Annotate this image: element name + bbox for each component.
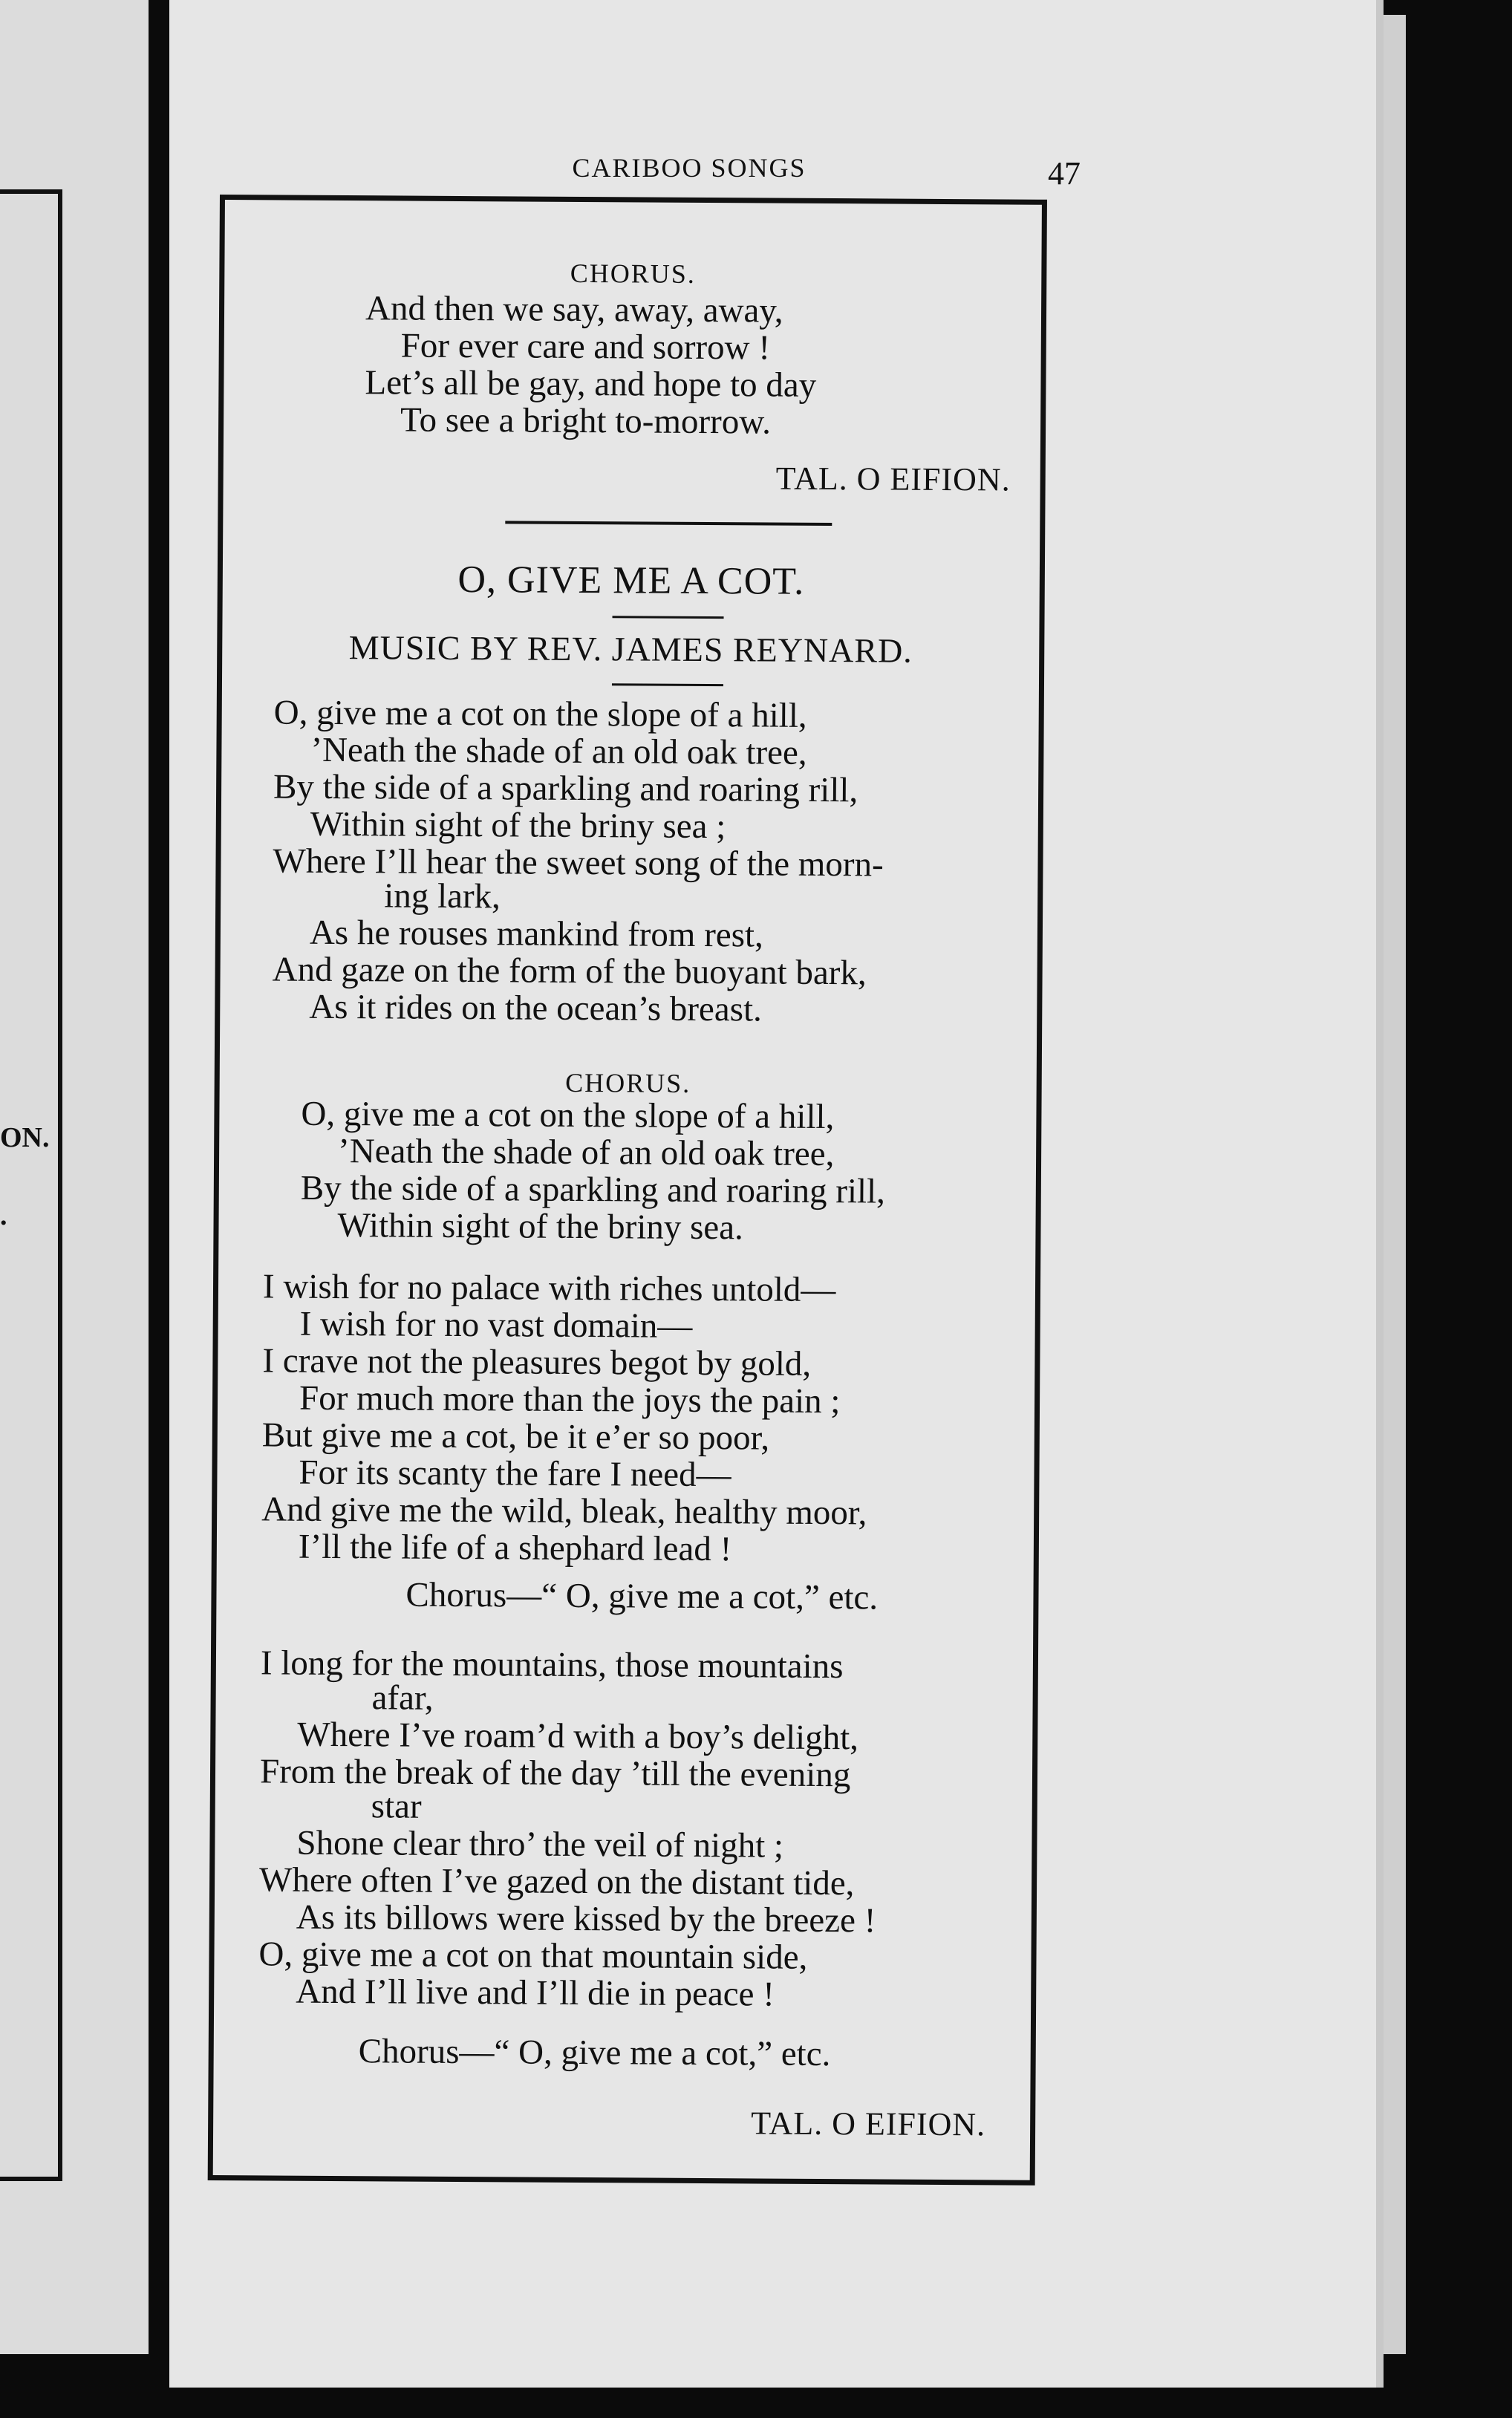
verse-line: Let’s all be gay, and hope to day xyxy=(365,363,817,405)
chorus-heading: CHORUS. xyxy=(565,1067,691,1098)
book-gutter xyxy=(149,0,171,2418)
verse-line: As he rouses mankind from rest, xyxy=(309,913,763,955)
song-attribution: TAL. O EIFION. xyxy=(751,2105,986,2143)
chorus-block xyxy=(300,1095,885,1248)
verse-line: But give me a cot, be it e’er so poor, xyxy=(261,1415,770,1458)
verse-line: And I’ll live and I’ll die in peace ! xyxy=(296,1972,775,2014)
verse-line: I wish for no vast domain— xyxy=(299,1304,693,1346)
verse-line: afar, xyxy=(371,1678,434,1718)
verse-2 xyxy=(261,1268,869,1568)
running-title: CARIBOO SONGS xyxy=(572,153,806,183)
verse-line: ’Neath the shade of an old oak tree, xyxy=(337,1131,835,1174)
previous-page-frame xyxy=(0,189,62,2181)
verse-line: Within sight of the briny sea. xyxy=(337,1205,744,1248)
book-page xyxy=(169,0,1384,2388)
verse-line: As its billows were kissed by the breeze ! xyxy=(296,1897,876,1940)
verse-line: For its scanty the fare I need— xyxy=(299,1453,731,1495)
song-frame xyxy=(208,195,1047,2186)
verse-line: O, give me a cot on the slope of a hill, xyxy=(273,693,807,735)
verse-line: By the side of a sparkling and roaring rill, xyxy=(300,1168,886,1211)
song-content xyxy=(225,200,1042,2143)
verse-line: I crave not the pleasures begot by gold, xyxy=(262,1341,812,1384)
verse-1 xyxy=(272,694,884,1029)
previous-page-text-fragment: . xyxy=(0,1200,7,1231)
verse-line: I’ll the life of a shephard lead ! xyxy=(298,1527,732,1569)
verse-line: star xyxy=(371,1787,422,1826)
verse-line: Where I’ve roam’d with a boy’s delight, xyxy=(297,1715,859,1758)
verse-line: Where often I’ve gazed on the distant tide, xyxy=(258,1860,855,1903)
song-byline: MUSIC BY REV. JAMES REYNARD. xyxy=(348,628,913,670)
section-divider xyxy=(505,521,832,526)
chorus-block xyxy=(365,290,817,441)
verse-3 xyxy=(258,1644,878,2013)
page-edge xyxy=(1384,15,1406,2354)
chorus-refrain: Chorus—“ O, give me a cot,” etc. xyxy=(358,2032,831,2074)
verse-line: Where I’ll hear the sweet song of the morn- xyxy=(273,841,884,884)
byline-rule xyxy=(612,683,723,686)
verse-line: O, give me a cot on the slope of a hill, xyxy=(301,1094,835,1137)
verse-line: I long for the mountains, those mountains xyxy=(260,1643,844,1687)
verse-line: Within sight of the briny sea ; xyxy=(310,804,726,847)
verse-line: And gaze on the form of the buoyant bark, xyxy=(272,950,867,993)
title-rule xyxy=(613,616,724,619)
chorus-heading: CHORUS. xyxy=(570,258,696,289)
verse-line: And then we say, away, away, xyxy=(365,289,783,330)
previous-page-text-fragment: ON. xyxy=(0,1122,50,1153)
verse-line: For ever care and sorrow ! xyxy=(400,326,771,368)
verse-line: Shone clear thro’ the veil of night ; xyxy=(296,1823,784,1865)
verse-line: As it rides on the ocean’s breast. xyxy=(309,987,762,1029)
verse-line: O, give me a cot on that mountain side, xyxy=(258,1935,808,1977)
verse-line: By the side of a sparkling and roaring rill, xyxy=(273,767,858,810)
song-attribution: TAL. O EIFION. xyxy=(775,460,1011,498)
verse-line: For much more than the joys the pain ; xyxy=(299,1378,841,1421)
song-title: O, GIVE ME A COT. xyxy=(457,558,805,603)
verse-line: ’Neath the shade of an old oak tree, xyxy=(310,730,807,772)
verse-line: ing lark, xyxy=(384,876,501,916)
chorus-refrain: Chorus—“ O, give me a cot,” etc. xyxy=(405,1575,879,1617)
previous-page-edge xyxy=(0,0,149,2354)
page-number: 47 xyxy=(1048,155,1081,192)
verse-line: From the break of the day ’till the evening xyxy=(259,1752,851,1795)
verse-line: And give me the wild, bleak, healthy moor, xyxy=(261,1490,867,1533)
verse-line: To see a bright to-morrow. xyxy=(400,400,772,442)
verse-line: I wish for no palace with riches untold— xyxy=(262,1267,836,1310)
